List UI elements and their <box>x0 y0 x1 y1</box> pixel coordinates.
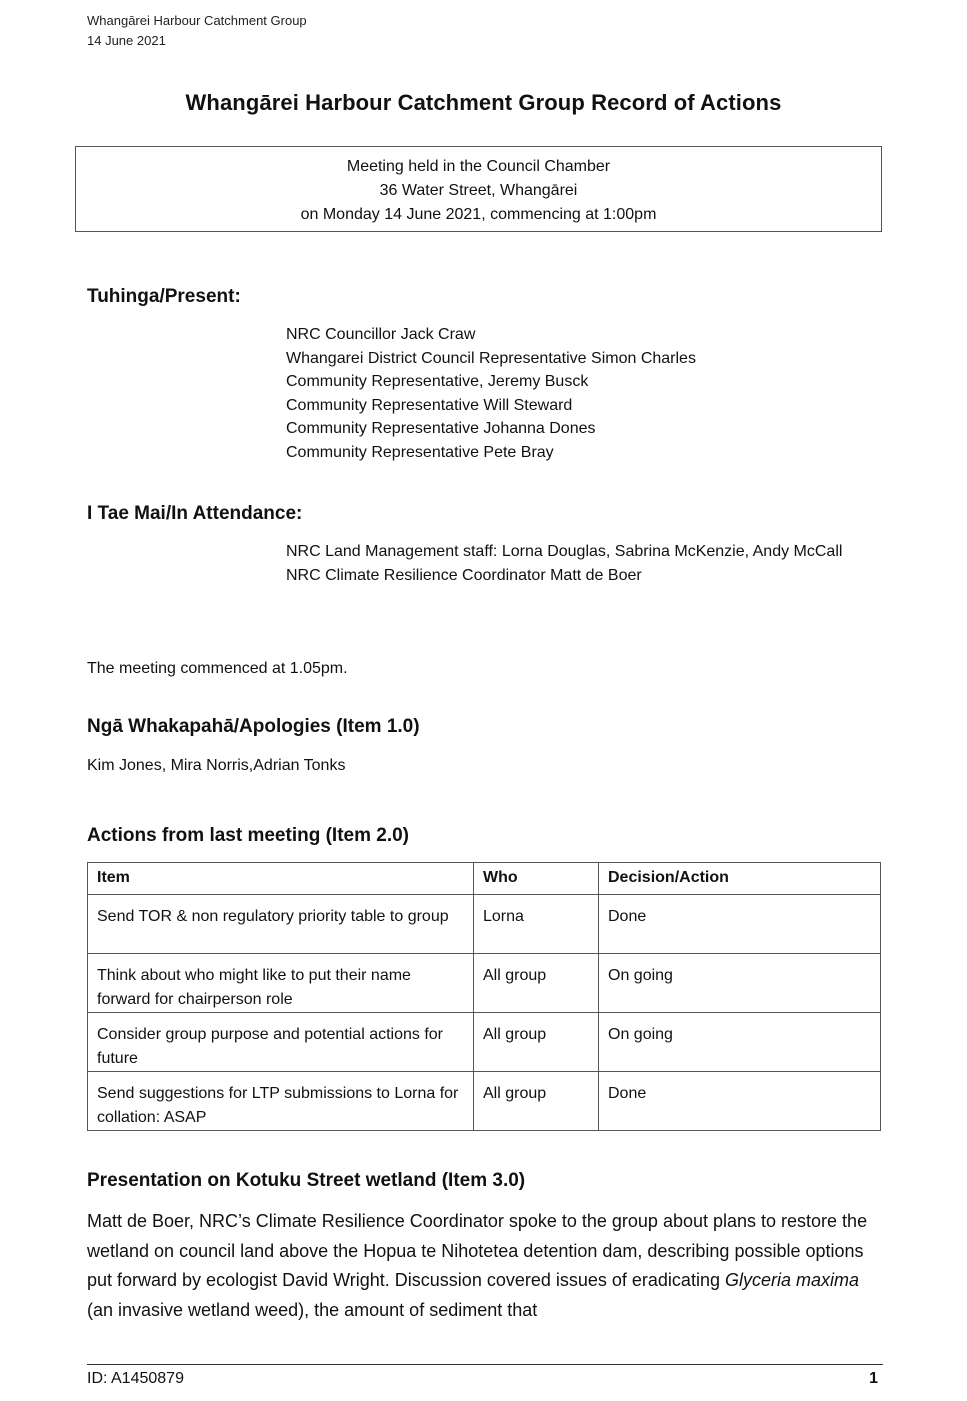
apologies-heading: Ngā Whakapahā/Apologies (Item 1.0) <box>87 716 420 737</box>
meeting-commenced-text: The meeting commenced at 1.05pm. <box>87 660 348 677</box>
table-cell: Done <box>599 1072 881 1131</box>
list-item: NRC Councillor Jack Craw <box>286 326 476 343</box>
table-cell: All group <box>474 954 599 1013</box>
attendance-heading: I Tae Mai/In Attendance: <box>87 503 303 524</box>
table-row <box>88 895 881 954</box>
meeting-location: Meeting held in the Council Chamber <box>346 158 611 175</box>
header-org: Whangārei Harbour Catchment Group <box>87 13 307 28</box>
table-cell: Send suggestions for LTP submissions to Lorna for collation: ASAP <box>88 1072 474 1131</box>
list-item: Community Representative Pete Bray <box>286 443 554 461</box>
table-cell: Send TOR & non regulatory priority table to group <box>88 895 474 954</box>
table-cell: Think about who might like to put their name forward for chairperson role <box>88 954 474 1013</box>
attendance-list <box>286 540 846 587</box>
list-item: Community Representative Johanna Dones <box>286 420 596 437</box>
table-cell: On going <box>599 954 881 1013</box>
list-item: NRC Land Management staff: Lorna Douglas, Sabrina McKenzie, Andy McCall <box>286 543 843 560</box>
presentation-heading: Presentation on Kotuku Street wetland (Item 3.0) <box>87 1170 526 1191</box>
table-row <box>88 1013 881 1072</box>
apologies-names: Kim Jones, Mira Norris,Adrian Tonks <box>87 757 346 774</box>
meeting-datetime: on Monday 14 June 2021, commencing at 1:00pm <box>300 206 657 223</box>
presentation-paragraph <box>87 1207 887 1325</box>
actions-table <box>87 862 881 1131</box>
footer-divider <box>87 1364 883 1365</box>
document-id: ID: A1450879 <box>87 1370 184 1387</box>
column-header-who: Who <box>474 863 599 895</box>
list-item: Whangarei District Council Representative Simon Charles <box>286 349 696 367</box>
list-item: Community Representative, Jeremy Busck <box>286 373 589 390</box>
table-cell: All group <box>474 1013 599 1072</box>
species-name: Glyceria maxima <box>724 1270 859 1290</box>
actions-heading: Actions from last meeting (Item 2.0) <box>87 825 410 846</box>
present-heading: Tuhinga/Present: <box>87 286 241 307</box>
paragraph-text: Matt de Boer, NRC’s Climate Resilience Coordinator spoke to the group about plans to restore the wetland on council land above the Hopua te Nihotetea detention dam, describing possible options put forward by ecologist David Wright. Discussion covered issues of eradicating <box>87 1211 868 1290</box>
running-header <box>87 11 307 51</box>
table-row <box>88 1072 881 1131</box>
table-cell: Consider group purpose and potential actions for future <box>88 1013 474 1072</box>
header-date: 14 June 2021 <box>87 33 166 48</box>
list-item: NRC Climate Resilience Coordinator Matt de Boer <box>286 566 642 584</box>
table-cell: All group <box>474 1072 599 1131</box>
table-cell: Lorna <box>474 895 599 954</box>
page-title: Whangārei Harbour Catchment Group Record of Actions <box>185 90 782 115</box>
table-header-row <box>88 863 881 895</box>
present-list <box>286 323 846 464</box>
list-item: Community Representative Will Steward <box>286 396 573 414</box>
meeting-details-box <box>75 146 882 232</box>
column-header-item: Item <box>88 863 474 895</box>
page-number: 1 <box>869 1370 878 1387</box>
column-header-decision: Decision/Action <box>599 863 881 895</box>
table-row <box>88 954 881 1013</box>
paragraph-text-continued: (an invasive wetland weed), the amount of sediment that <box>87 1299 538 1320</box>
table-cell: On going <box>599 1013 881 1072</box>
table-cell: Done <box>599 895 881 954</box>
meeting-address: 36 Water Street, Whangārei <box>379 182 578 199</box>
